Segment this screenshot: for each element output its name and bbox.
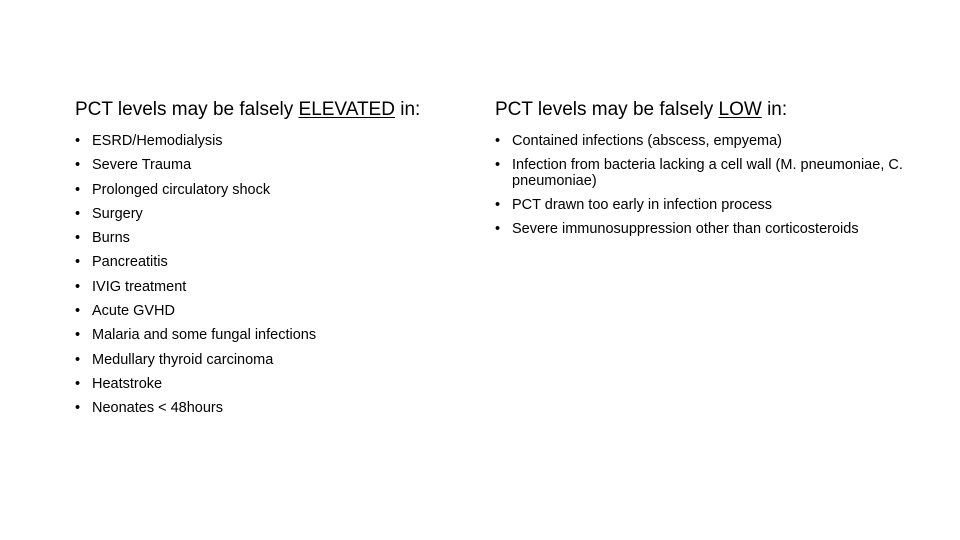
bullet-icon: • bbox=[75, 157, 81, 174]
list-item-text: Malaria and some fungal infections bbox=[92, 327, 317, 344]
list-item-text: Severe immunosuppression other than corticosteroids bbox=[512, 221, 859, 237]
bullet-icon: • bbox=[75, 327, 81, 344]
bullet-icon: • bbox=[495, 221, 501, 237]
elevated-heading-prefix: PCT levels may be falsely bbox=[75, 99, 299, 120]
list-item-text: Surgery bbox=[92, 205, 143, 222]
list-item-text: Prolonged circulatory shock bbox=[92, 181, 271, 198]
list-item bbox=[75, 206, 475, 222]
bullet-icon: • bbox=[495, 197, 501, 213]
bullet-icon: • bbox=[75, 375, 81, 392]
list-item bbox=[75, 376, 475, 392]
bullet-icon: • bbox=[495, 133, 501, 149]
bullet-icon: • bbox=[75, 230, 81, 247]
list-item bbox=[75, 157, 475, 173]
list-item bbox=[75, 303, 475, 319]
list-item bbox=[75, 133, 475, 149]
bullet-icon: • bbox=[75, 254, 81, 271]
low-column bbox=[495, 96, 935, 245]
elevated-heading-suffix: in: bbox=[394, 99, 421, 120]
low-heading bbox=[495, 96, 935, 124]
list-item bbox=[75, 352, 475, 368]
bullet-icon: • bbox=[495, 157, 501, 173]
bullet-icon: • bbox=[75, 303, 81, 320]
low-heading-prefix: PCT levels may be falsely bbox=[495, 99, 719, 120]
bullet-icon: • bbox=[75, 181, 81, 198]
bullet-icon: • bbox=[75, 205, 81, 222]
list-item bbox=[75, 400, 475, 416]
low-heading-suffix: in: bbox=[761, 99, 788, 120]
list-item-text: Medullary thyroid carcinoma bbox=[92, 351, 274, 368]
bullet-icon: • bbox=[75, 278, 81, 295]
list-item bbox=[495, 133, 935, 149]
elevated-heading bbox=[75, 96, 475, 124]
low-heading-emphasis: LOW bbox=[718, 99, 762, 120]
low-list bbox=[495, 133, 935, 237]
list-item-text: Pancreatitis bbox=[92, 254, 168, 271]
elevated-list bbox=[75, 133, 475, 416]
list-item-text: Acute GVHD bbox=[92, 303, 175, 320]
list-item-text: Burns bbox=[92, 230, 130, 247]
list-item bbox=[495, 157, 935, 189]
list-item-text: Contained infections (abscess, empyema) bbox=[512, 133, 782, 149]
list-item-text: Heatstroke bbox=[92, 375, 163, 392]
elevated-column bbox=[75, 96, 475, 425]
bullet-icon: • bbox=[75, 400, 81, 417]
list-item-text: Neonates < 48hours bbox=[92, 400, 223, 417]
list-item-text: PCT drawn too early in infection process bbox=[512, 197, 773, 213]
list-item bbox=[75, 327, 475, 343]
bullet-icon: • bbox=[75, 133, 81, 149]
list-item bbox=[75, 279, 475, 295]
list-item bbox=[75, 230, 475, 246]
list-item bbox=[75, 182, 475, 198]
list-item-text: ESRD/Hemodialysis bbox=[92, 133, 223, 149]
list-item bbox=[495, 221, 935, 237]
list-item-text: Severe Trauma bbox=[92, 157, 192, 174]
list-item bbox=[495, 197, 935, 213]
list-item-text: IVIG treatment bbox=[92, 278, 187, 295]
list-item-text: Infection from bacteria lacking a cell wall (M. pneumoniae, C. pneumoniae) bbox=[512, 157, 903, 189]
elevated-heading-emphasis: ELEVATED bbox=[298, 99, 395, 120]
bullet-icon: • bbox=[75, 351, 81, 368]
list-item bbox=[75, 254, 475, 270]
